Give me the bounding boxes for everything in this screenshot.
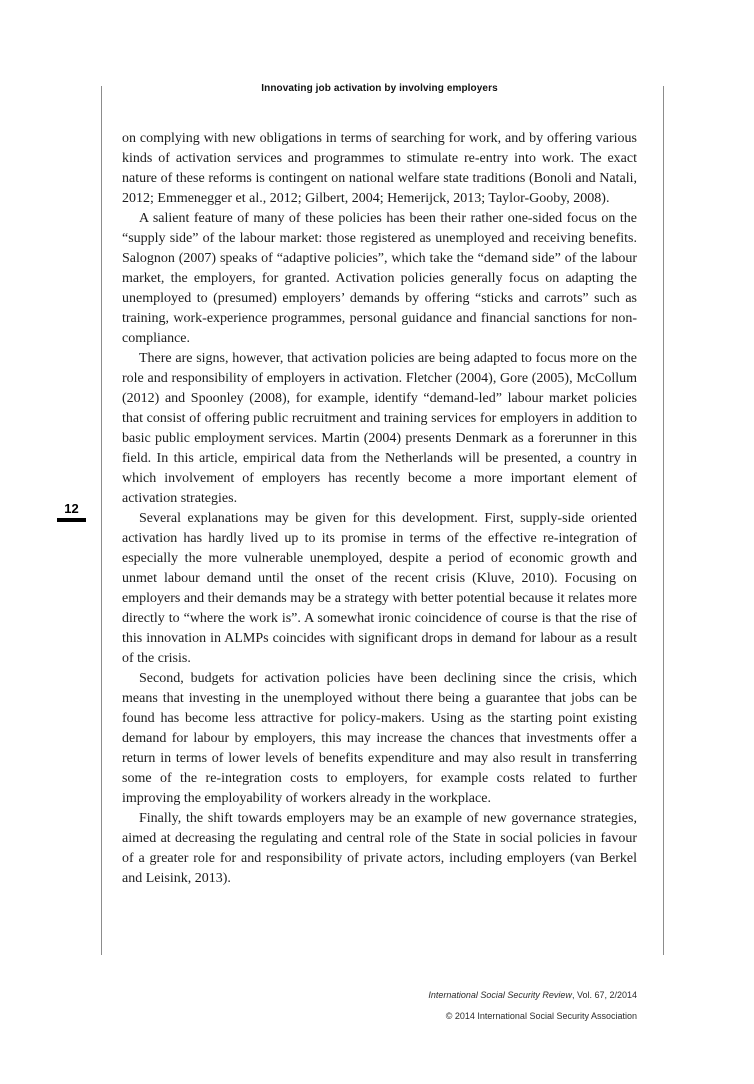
page-number-underline <box>57 518 86 522</box>
running-head: Innovating job activation by involving employers <box>261 83 498 94</box>
right-margin-rule <box>663 86 664 955</box>
footer-copyright-line: © 2014 International Social Security Association <box>445 1011 637 1021</box>
page-number-block <box>57 501 86 522</box>
paragraph: Finally, the shift towards employers may be an example of new governance strategies, aimed at decreasing the regulating and central role of the State in social policies in favour of a greater role for and responsibility of private actors, including employers (van Berkel and Leisink, 2013). <box>122 811 637 886</box>
paragraph: Second, budgets for activation policies have been declining since the crisis, which means that investing in the unemployed without there being a guarantee that jobs can be found has become less attractive for policy-makers. Using as the starting point existing demand for labour by employers, this may increase the chances that investments offer a return in terms of lower levels of benefits expenditure and may also result in transferring some of the re-integration costs to employers, for example costs related to further improving the employability of workers already in the workplace. <box>122 671 637 806</box>
body-text <box>122 129 637 889</box>
footer-journal-line <box>428 990 637 1000</box>
paragraph: Several explanations may be given for this development. First, supply-side oriented activation has hardly lived up to its promise in terms of the effective re-integration of especially the more vulnerable unemployed, despite a period of economic growth and unmet labour demand until the onset of the recent crisis (Kluve, 2010). Focusing on employers and their demands may be a strategy with better potential because it relates more directly to “where the work is”. A somewhat ironic coincidence of course is that the rise of this innovation in ALMPs coincides with significant drops in demand for labour as a result of the crisis. <box>122 511 637 666</box>
paragraph: There are signs, however, that activation policies are being adapted to focus more on the role and responsibility of employers in activation. Fletcher (2004), Gore (2005), McCollum (2012) and Spoonley (2008), for example, identify “demand-led” labour market policies that consist of offering public recruitment and training services for employers in addition to basic public employment services. Martin (2004) presents Denmark as a forerunner in this field. In this article, empirical data from the Netherlands will be presented, a country in which involvement of employers has recently become a more important element of activation strategies. <box>122 351 637 506</box>
page-number: 12 <box>64 501 79 516</box>
paragraph: A salient feature of many of these policies has been their rather one-sided focus on the “supply side” of the labour market: those registered as unemployed and receiving benefits. Salognon (2007) speaks of “adaptive policies”, which take the “demand side” of the labour market, the employers, for granted. Activation policies generally focus on adapting the unemployed to (presumed) employers’ demands by offering “sticks and carrots” such as training, work-experience programmes, personal guidance and financial sanctions for non-compliance. <box>122 211 637 346</box>
paragraph: on complying with new obligations in terms of searching for work, and by offering various kinds of activation services and programmes to stimulate re-entry into work. The exact nature of these reforms is contingent on national welfare state traditions (Bonoli and Natali, 2012; Emmenegger et al., 2012; Gilbert, 2004; Hemerijck, 2013; Taylor-Gooby, 2008). <box>122 131 637 206</box>
left-margin-rule <box>101 86 102 955</box>
journal-title: International Social Security Review <box>428 990 572 1000</box>
journal-volume-issue: , Vol. 67, 2/2014 <box>571 990 637 1000</box>
